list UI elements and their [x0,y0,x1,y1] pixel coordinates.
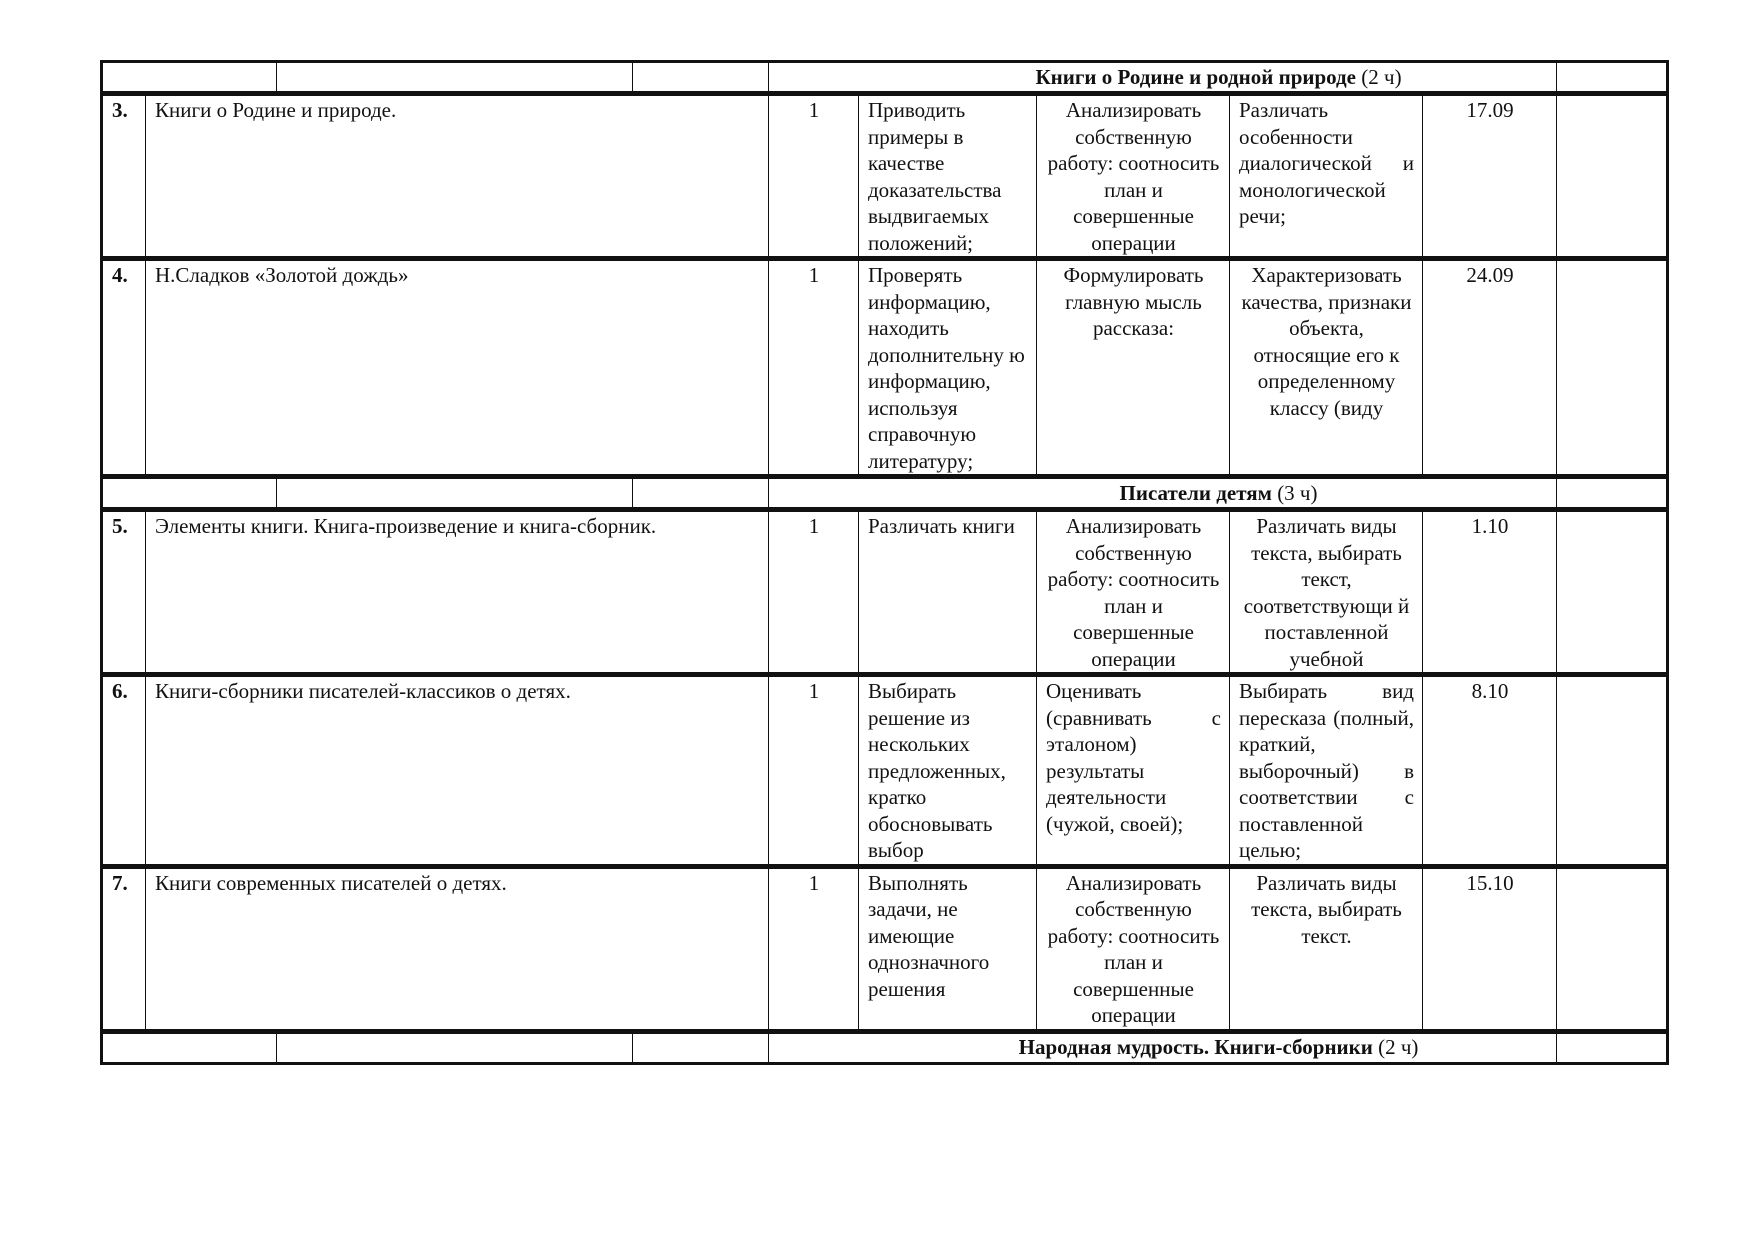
section-empty-cell [633,1031,769,1063]
lesson-number: 6. [102,675,146,867]
section-title: Книги о Родине и родной природе [1035,64,1357,89]
section-empty-cell [102,1031,277,1063]
lesson-number: 4. [102,259,146,477]
lesson-cognitive: Выбирать решение из нескольких предложенных, кратко обосновывать выбор [859,675,1037,867]
section-empty-cell [633,477,769,510]
lesson-hours: 1 [769,866,859,1031]
lesson-regulative: Анализировать собственную работу: соотносить план и совершенные операции [1037,866,1230,1031]
lesson-number: 5. [102,510,146,675]
lesson-date: 8.10 [1423,675,1557,867]
section-empty-cell [277,1031,633,1063]
lesson-note [1557,866,1668,1031]
lesson-number: 7. [102,866,146,1031]
section-row [102,1031,1668,1063]
lesson-number: 3. [102,94,146,259]
section-title-cell [769,62,1557,94]
section-hours: (2 ч) [1378,1035,1419,1060]
section-empty-cell [277,477,633,510]
lesson-communicative: Характеризовать качества, признаки объекта, относящие его к определенному классу (виду [1230,259,1423,477]
table-row [102,510,1668,675]
lesson-communicative: Различать виды текста, выбирать текст. [1230,866,1423,1031]
lesson-date: 24.09 [1423,259,1557,477]
table-row [102,94,1668,259]
table-row [102,259,1668,477]
section-title-cell [769,1031,1557,1063]
lesson-note [1557,259,1668,477]
section-empty-cell [102,62,277,94]
lesson-hours: 1 [769,259,859,477]
section-title: Писатели детям [1119,480,1272,505]
section-empty-cell [1557,477,1668,510]
lesson-cognitive: Проверять информацию, находить дополнительну ю информацию, используя справочную литературу; [859,259,1037,477]
lesson-hours: 1 [769,675,859,867]
lesson-regulative: Формулировать главную мысль рассказа: [1037,259,1230,477]
lesson-date: 17.09 [1423,94,1557,259]
lesson-hours: 1 [769,94,859,259]
section-empty-cell [102,477,277,510]
section-empty-cell [277,62,633,94]
lesson-topic: Книги современных писателей о детях. [146,866,769,1031]
section-empty-cell [1557,62,1668,94]
lesson-communicative: Различать особенности диалогической и монологической речи; [1230,94,1423,259]
lesson-communicative: Выбирать вид пересказа (полный, краткий, выборочный) в соответствии с поставленной целью; [1230,675,1423,867]
table-row [102,866,1668,1031]
lesson-topic: Н.Сладков «Золотой дождь» [146,259,769,477]
lesson-topic: Элементы книги. Книга-произведение и книга-сборник. [146,510,769,675]
lesson-note [1557,510,1668,675]
lesson-regulative: Оценивать (сравнивать с эталоном) результаты деятельности (чужой, своей); [1037,675,1230,867]
lesson-topic: Книги-сборники писателей-классиков о детях. [146,675,769,867]
lesson-communicative: Различать виды текста, выбирать текст, соответствующи й поставленной учебной [1230,510,1423,675]
section-row [102,477,1668,510]
lesson-note [1557,675,1668,867]
lesson-cognitive: Приводить примеры в качестве доказательства выдвигаемых положений; [859,94,1037,259]
section-hours: (3 ч) [1277,480,1318,505]
lesson-date: 15.10 [1423,866,1557,1031]
section-title-cell [769,477,1557,510]
lesson-regulative: Анализировать собственную работу: соотносить план и совершенные операции [1037,510,1230,675]
section-title: Народная мудрость. Книги-сборники [1018,1035,1373,1060]
section-empty-cell [633,62,769,94]
lesson-cognitive: Выполнять задачи, не имеющие однозначного решения [859,866,1037,1031]
table-row [102,675,1668,867]
section-row [102,62,1668,94]
lesson-topic: Книги о Родине и природе. [146,94,769,259]
lesson-cognitive: Различать книги [859,510,1037,675]
lesson-hours: 1 [769,510,859,675]
section-empty-cell [1557,1031,1668,1063]
lesson-regulative: Анализировать собственную работу: соотносить план и совершенные операции [1037,94,1230,259]
lesson-note [1557,94,1668,259]
lesson-date: 1.10 [1423,510,1557,675]
lesson-plan-table [100,60,1669,1065]
section-hours: (2 ч) [1361,64,1402,89]
